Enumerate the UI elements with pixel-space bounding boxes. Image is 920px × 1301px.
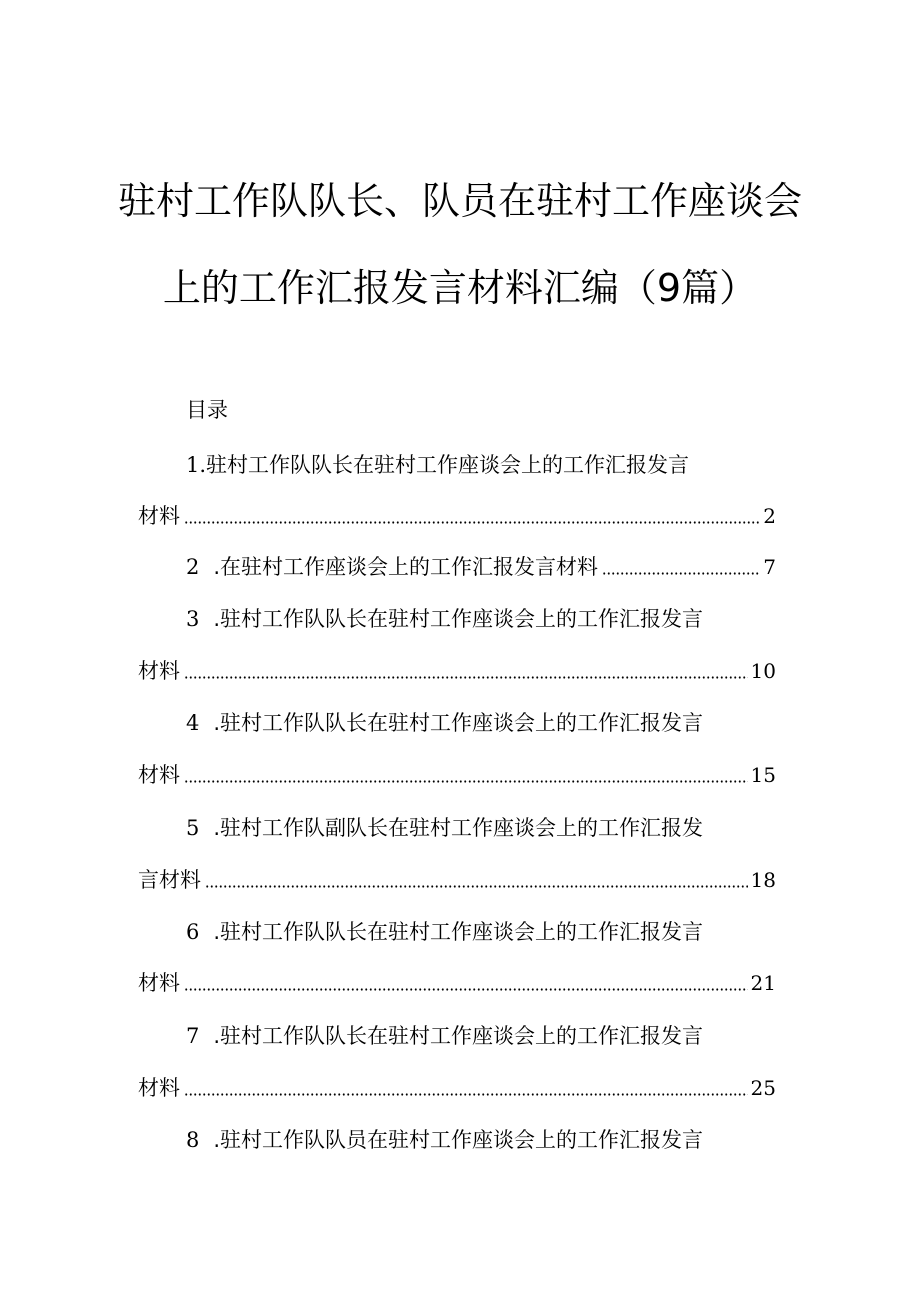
toc-entry-title: .驻村工作队队员在驻村工作座谈会上的工作汇报发言 bbox=[213, 1128, 704, 1152]
toc-entry-title-continued: 材料 bbox=[138, 659, 180, 683]
toc-page-number: 2 bbox=[763, 504, 776, 528]
dot-leader bbox=[602, 572, 760, 575]
toc-entry-title-continued: 材料 bbox=[138, 1076, 180, 1100]
toc-entry-1-continuation[interactable] bbox=[138, 502, 776, 530]
dot-leader bbox=[184, 780, 748, 783]
toc-entry-7[interactable] bbox=[186, 1022, 703, 1050]
toc-entry-8[interactable] bbox=[186, 1126, 703, 1154]
toc-entry-6-continuation[interactable] bbox=[138, 969, 776, 997]
toc-entry-4-continuation[interactable] bbox=[138, 761, 776, 789]
toc-entry-title: 驻村工作队队长在驻村工作座谈会上的工作汇报发言 bbox=[206, 453, 690, 477]
toc-entry-1[interactable] bbox=[186, 451, 689, 479]
toc-entry-number: 5 bbox=[186, 816, 200, 840]
toc-entry-title-continued: 材料 bbox=[138, 971, 180, 995]
toc-entry-number: 4 bbox=[186, 711, 200, 735]
toc-page-number: 15 bbox=[750, 763, 776, 787]
toc-entry-title: .驻村工作队队长在驻村工作座谈会上的工作汇报发言 bbox=[213, 1024, 704, 1048]
document-title-line-2: 上的工作汇报发言材料汇编（9篇） bbox=[162, 266, 758, 310]
toc-entry-6[interactable] bbox=[186, 918, 703, 946]
document-title-line-1: 驻村工作队队长、队员在驻村工作座谈会 bbox=[117, 179, 802, 223]
toc-entry-number: 3 bbox=[186, 607, 200, 631]
toc-entry-title-continued: 材料 bbox=[138, 504, 180, 528]
toc-entry-number: 6 bbox=[186, 920, 200, 944]
toc-entry-3[interactable] bbox=[186, 605, 703, 633]
dot-leader bbox=[184, 1093, 748, 1096]
toc-entry-title: .驻村工作队队长在驻村工作座谈会上的工作汇报发言 bbox=[213, 607, 704, 631]
dot-leader bbox=[205, 885, 748, 888]
toc-entry-number: 1. bbox=[186, 453, 207, 477]
toc-page-number: 18 bbox=[750, 868, 776, 892]
dot-leader bbox=[184, 521, 760, 524]
toc-entry-title: .在驻村工作座谈会上的工作汇报发言材料 bbox=[213, 555, 599, 579]
toc-page-number: 21 bbox=[750, 971, 776, 995]
toc-heading: 目录 bbox=[186, 398, 228, 422]
toc-page-number: 10 bbox=[750, 659, 776, 683]
toc-entry-number: 2 bbox=[186, 555, 200, 579]
toc-entry-3-continuation[interactable] bbox=[138, 657, 776, 685]
toc-entry-5-continuation[interactable] bbox=[138, 866, 776, 894]
toc-entry-5[interactable] bbox=[186, 814, 703, 842]
toc-entry-title: .驻村工作队队长在驻村工作座谈会上的工作汇报发言 bbox=[213, 711, 704, 735]
toc-entry-number: 7 bbox=[186, 1024, 200, 1048]
toc-entry-title: .驻村工作队副队长在驻村工作座谈会上的工作汇报发 bbox=[213, 816, 704, 840]
toc-page-number: 7 bbox=[763, 555, 776, 579]
toc-page-number: 25 bbox=[750, 1076, 776, 1100]
toc-entry-title: .驻村工作队队长在驻村工作座谈会上的工作汇报发言 bbox=[213, 920, 704, 944]
toc-entry-7-continuation[interactable] bbox=[138, 1074, 776, 1102]
toc-entry-4[interactable] bbox=[186, 709, 703, 737]
toc-entry-number: 8 bbox=[186, 1128, 200, 1152]
dot-leader bbox=[184, 676, 748, 679]
dot-leader bbox=[184, 988, 748, 991]
toc-entry-2[interactable] bbox=[186, 553, 776, 581]
toc-entry-title-continued: 言材料 bbox=[138, 868, 201, 892]
toc-entry-title-continued: 材料 bbox=[138, 763, 180, 787]
